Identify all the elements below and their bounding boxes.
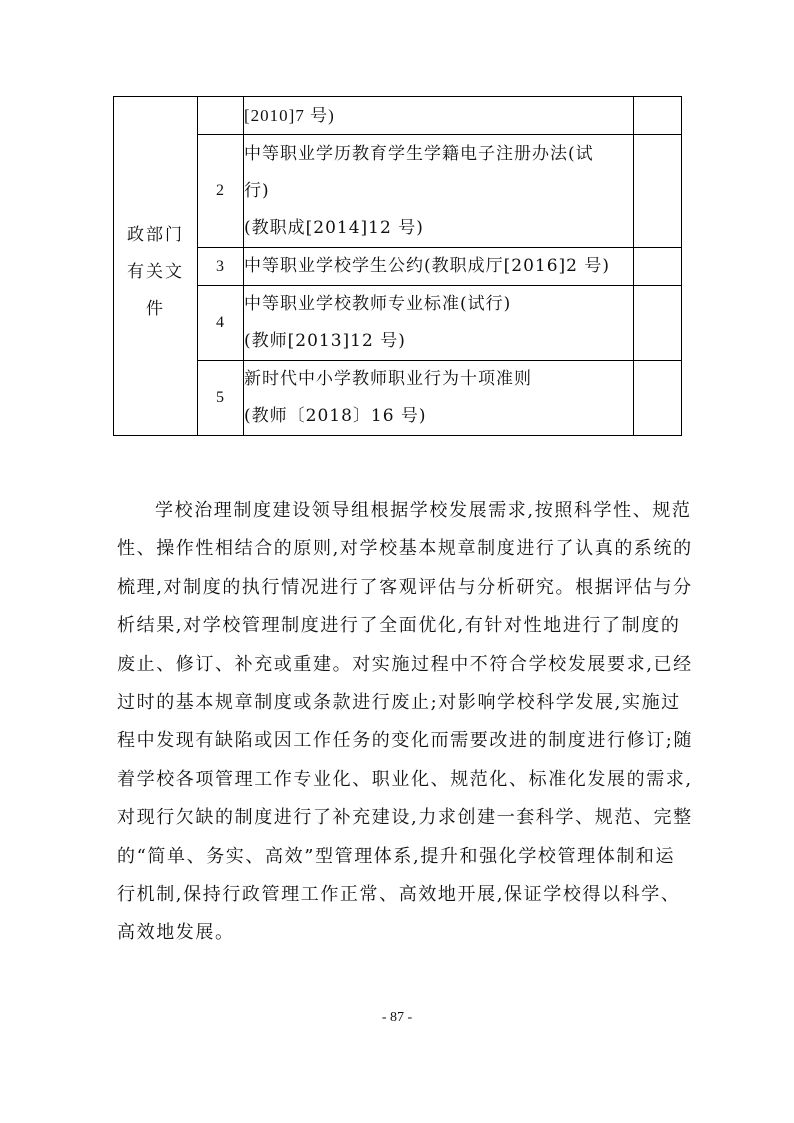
table-row — [114, 97, 682, 135]
body-paragraph — [117, 492, 694, 953]
paragraph-line: 对现行欠缺的制度进行了补充建设,力求创建一套科学、规范、完整 — [117, 807, 693, 829]
document-line: 中等职业学校学生公约(教职成厅[2016]2 号) — [244, 256, 611, 276]
document-line: [2010]7 号) — [244, 106, 335, 125]
document-line: 新时代中小学教师职业行为十项准则 — [244, 369, 532, 389]
document-line: (教师[2013]12 号) — [244, 331, 406, 351]
document-line: 中等职业学校教师专业标准(试行) — [244, 294, 512, 314]
paragraph-line: 梳理,对制度的执行情况进行了客观评估与分析研究。根据评估与分 — [117, 576, 693, 598]
page-number: - 87 - — [381, 1010, 413, 1025]
paragraph-line: 程中发现有缺陷或因工作任务的变化而需要改进的制度进行修订;随 — [117, 730, 694, 752]
paragraph-line: 过时的基本规章制度或条款进行废止;对影响学校科学发展,实施过 — [117, 692, 681, 714]
row-number: 5 — [198, 361, 244, 436]
row-number: 4 — [198, 286, 244, 361]
remarks-cell — [634, 248, 682, 286]
document-title-cell — [244, 286, 634, 361]
document-line: (教师〔2018〕16 号) — [244, 406, 427, 426]
remarks-cell — [634, 97, 682, 135]
paragraph-line: 废止、修订、补充或重建。对实施过程中不符合学校发展要求,已经 — [117, 653, 693, 675]
paragraph-line: 析结果,对学校管理制度进行了全面优化,有针对性地进行了制度的 — [117, 615, 681, 637]
paragraph-line: 高效地发展。 — [117, 922, 235, 944]
paragraph-line: 的“简单、务实、高效”型管理体系,提升和强化学校管理体制和运 — [117, 845, 676, 867]
category-line: 件 — [146, 298, 165, 319]
paragraph-line: 行机制,保持行政管理工作正常、高效地开展,保证学校得以科学、 — [117, 884, 681, 906]
category-cell — [114, 97, 198, 436]
document-title-cell — [244, 135, 634, 248]
row-number: 3 — [198, 248, 244, 286]
document-title-cell — [244, 361, 634, 436]
document-title-cell — [244, 248, 634, 286]
table-row — [114, 135, 682, 248]
row-number — [198, 97, 244, 135]
document-line: (教职成[2014]12 号) — [244, 217, 424, 238]
category-line: 有关文 — [127, 261, 184, 282]
row-number: 2 — [198, 135, 244, 248]
document-line: 行) — [244, 180, 270, 201]
document-line: 中等职业学历教育学生学籍电子注册办法(试 — [244, 143, 594, 164]
regulations-table — [113, 96, 682, 436]
category-line: 政部门 — [127, 224, 184, 245]
remarks-cell — [634, 135, 682, 248]
table-row — [114, 286, 682, 361]
remarks-cell — [634, 286, 682, 361]
paragraph-line: 学校治理制度建设领导组根据学校发展需求,按照科学性、规范 — [155, 500, 692, 521]
table-row — [114, 248, 682, 286]
remarks-cell — [634, 361, 682, 436]
paragraph-line: 性、操作性相结合的原则,对学校基本规章制度进行了认真的系统的 — [117, 538, 693, 560]
paragraph-line: 着学校各项管理工作专业化、职业化、规范化、标准化发展的需求, — [117, 768, 693, 790]
table-row — [114, 361, 682, 436]
document-title-cell — [244, 97, 634, 135]
